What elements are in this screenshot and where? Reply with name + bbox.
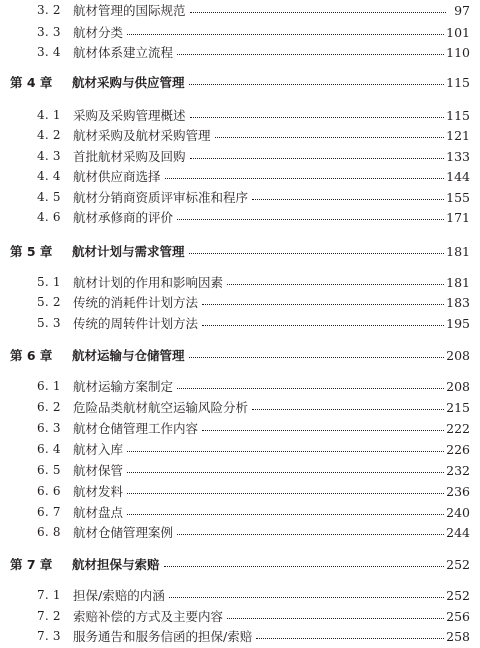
page-number: 236 [446, 483, 470, 499]
page-number: 208 [446, 347, 470, 363]
page-number: 101 [446, 24, 470, 40]
section-number: 5. 3 [37, 316, 61, 330]
toc-section-entry [0, 272, 480, 292]
section-number: 4. 2 [37, 128, 61, 142]
section-title: 服务通告和服务信函的担保/索赔 [73, 629, 253, 644]
dot-leader [189, 357, 446, 358]
toc-section-entry [0, 397, 480, 417]
toc-section-entry [0, 376, 480, 396]
section-number: 3. 3 [37, 25, 61, 39]
dot-leader [227, 618, 446, 619]
dot-leader [127, 34, 446, 35]
dot-leader [256, 638, 446, 639]
section-title: 航材保管 [73, 463, 124, 478]
page-number: 133 [446, 148, 470, 164]
section-title: 航材仓储管理工作内容 [73, 421, 199, 436]
section-title: 航材分类 [73, 25, 124, 40]
section-title: 航材入库 [73, 442, 124, 457]
dot-leader [177, 219, 446, 220]
toc-section-entry [0, 418, 480, 438]
page-number: 183 [446, 294, 470, 310]
dot-leader [169, 597, 446, 598]
section-title: 危险品类航材航空运输风险分析 [73, 400, 249, 415]
page-number: 195 [446, 315, 470, 331]
section-title: 索赔补偿的方式及主要内容 [73, 609, 224, 624]
section-title: 航材计划的作用和影响因素 [73, 275, 224, 290]
chapter-title: 航材担保与索赔 [72, 557, 160, 572]
dot-leader [190, 158, 446, 159]
toc-section-entry [0, 146, 480, 166]
section-title: 传统的周转件计划方法 [73, 316, 199, 331]
toc-chapter-entry [0, 554, 480, 574]
dot-leader [189, 253, 446, 254]
chapter-number: 第 7 章 [10, 557, 53, 572]
toc-chapter-entry [0, 345, 480, 365]
toc-section-entry [0, 125, 480, 145]
dot-leader [127, 493, 446, 494]
section-title: 航材采购及航材采购管理 [73, 128, 211, 143]
section-number: 7. 1 [37, 588, 61, 602]
toc-section-entry [0, 313, 480, 333]
section-title: 航材体系建立流程 [73, 45, 174, 60]
toc-section-entry [0, 187, 480, 207]
dot-leader [202, 304, 446, 305]
section-number: 6. 5 [37, 463, 61, 477]
section-number: 4. 3 [37, 149, 61, 163]
toc-section-entry [0, 105, 480, 125]
dot-leader [227, 284, 446, 285]
section-title: 航材供应商选择 [73, 169, 161, 184]
dot-leader [190, 117, 446, 118]
dot-leader [177, 534, 446, 535]
section-number: 3. 2 [37, 3, 61, 17]
section-number: 7. 2 [37, 609, 61, 623]
dot-leader [127, 451, 446, 452]
section-number: 5. 2 [37, 295, 61, 309]
section-number: 6. 3 [37, 421, 61, 435]
dot-leader [127, 472, 446, 473]
toc-section-entry [0, 481, 480, 501]
page-number: 258 [446, 628, 470, 644]
section-number: 4. 4 [37, 169, 61, 183]
page-number: 244 [446, 524, 470, 540]
page-number: 171 [446, 209, 470, 225]
dot-leader [215, 137, 446, 138]
section-number: 4. 5 [37, 190, 61, 204]
chapter-title: 航材运输与仓储管理 [72, 348, 185, 363]
section-title: 航材运输方案制定 [73, 379, 174, 394]
section-number: 6. 4 [37, 442, 61, 456]
dot-leader [202, 325, 446, 326]
page-number: 240 [446, 504, 470, 520]
page-number: 121 [446, 127, 470, 143]
page-number: 181 [446, 243, 470, 259]
chapter-number: 第 4 章 [10, 75, 53, 90]
section-number: 6. 8 [37, 525, 61, 539]
toc-section-entry [0, 292, 480, 312]
section-number: 6. 1 [37, 379, 61, 393]
page-number: 144 [446, 168, 470, 184]
dot-leader [165, 178, 446, 179]
section-title: 航材仓储管理案例 [73, 525, 174, 540]
chapter-title: 航材采购与供应管理 [72, 75, 185, 90]
section-title: 航材承修商的评价 [73, 210, 174, 225]
chapter-number: 第 6 章 [10, 348, 53, 363]
page-number: 215 [446, 399, 470, 415]
page-number: 208 [446, 378, 470, 394]
section-title: 航材发料 [73, 484, 124, 499]
toc-section-entry [0, 42, 480, 62]
section-number: 6. 2 [37, 400, 61, 414]
section-number: 6. 6 [37, 484, 61, 498]
page-number: 97 [454, 2, 470, 18]
dot-leader [252, 199, 446, 200]
page-number: 110 [446, 44, 470, 60]
toc-section-entry [0, 22, 480, 42]
toc-section-entry [0, 439, 480, 459]
section-number: 4. 1 [37, 108, 61, 122]
dot-leader [164, 566, 446, 567]
chapter-title: 航材计划与需求管理 [72, 244, 185, 259]
page-number: 115 [446, 74, 470, 90]
section-title: 传统的消耗件计划方法 [73, 295, 199, 310]
toc-chapter-entry [0, 72, 480, 92]
section-number: 6. 7 [37, 505, 61, 519]
toc-section-entry [0, 166, 480, 186]
dot-leader [177, 388, 446, 389]
section-title: 采购及采购管理概述 [73, 108, 186, 123]
dot-leader [127, 514, 446, 515]
toc-section-entry [0, 626, 480, 646]
page-number: 232 [446, 462, 470, 478]
section-title: 首批航材采购及回购 [73, 149, 186, 164]
section-number: 3. 4 [37, 45, 61, 59]
section-number: 4. 6 [37, 210, 61, 224]
toc-section-entry [0, 0, 480, 20]
section-number: 7. 3 [37, 629, 61, 643]
dot-leader [189, 84, 446, 85]
dot-leader [190, 12, 446, 13]
toc-section-entry [0, 585, 480, 605]
chapter-number: 第 5 章 [10, 244, 53, 259]
toc-section-entry [0, 207, 480, 227]
toc-section-entry [0, 460, 480, 480]
section-title: 航材管理的国际规范 [73, 3, 186, 18]
dot-leader [202, 430, 446, 431]
page-number: 115 [446, 107, 470, 123]
toc-section-entry [0, 606, 480, 626]
section-number: 5. 1 [37, 275, 61, 289]
dot-leader [177, 54, 446, 55]
toc-section-entry [0, 522, 480, 542]
page-number: 222 [446, 420, 470, 436]
section-title: 航材盘点 [73, 505, 124, 520]
page-number: 252 [446, 587, 470, 603]
page-number: 252 [446, 556, 470, 572]
toc-chapter-entry [0, 241, 480, 261]
page-number: 155 [446, 189, 470, 205]
page-number: 226 [446, 441, 470, 457]
dot-leader [252, 409, 446, 410]
section-title: 担保/索赔的内涵 [73, 588, 165, 603]
section-title: 航材分销商资质评审标准和程序 [73, 190, 249, 205]
page-number: 181 [446, 274, 470, 290]
toc-section-entry [0, 502, 480, 522]
page-number: 256 [446, 608, 470, 624]
